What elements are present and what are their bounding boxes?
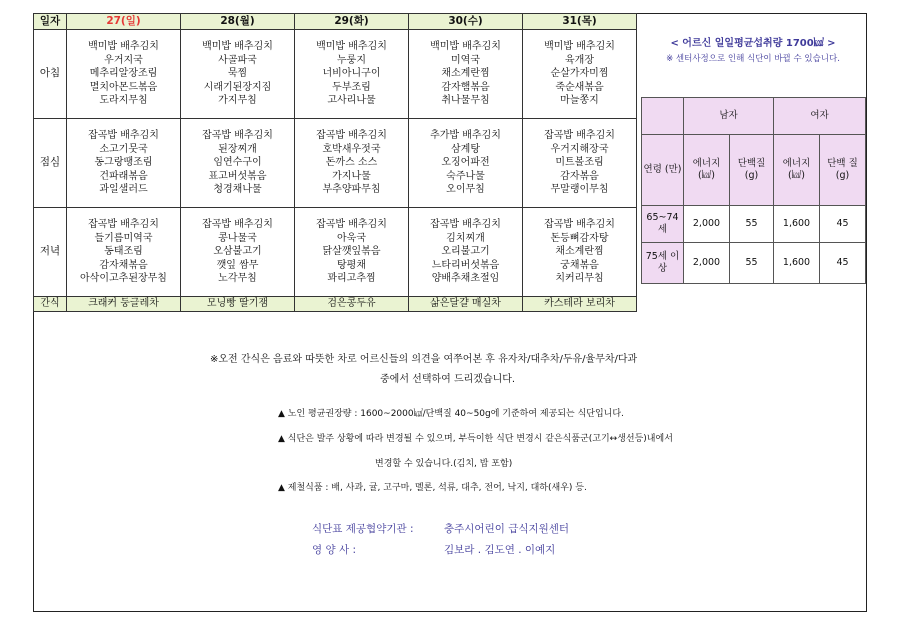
dish-item: 김치찌개 — [446, 232, 485, 244]
header-row — [34, 14, 637, 30]
dish-item: 채소계란찜 — [555, 246, 604, 258]
meal-label: 점심 — [34, 119, 67, 208]
dish-item: 너비아니구이 — [322, 68, 381, 80]
dish-item: 잡곡밥 배추김치 — [316, 130, 387, 142]
dish-item: 우거지국 — [104, 54, 143, 66]
provider-label: 식단표 제공협약기관 : — [312, 523, 414, 535]
meal-label: 아침 — [34, 30, 67, 119]
dish-item: 된장찌개 — [218, 143, 257, 155]
dish-item: 오삼불고기 — [213, 246, 262, 258]
snack-cell: 삶은달걀 매실차 — [409, 297, 523, 312]
dish-item: 가지무침 — [218, 95, 257, 107]
change-policy-note: ▲ 식단은 발주 상황에 따라 변경될 수 있으며, 부득이한 식단 변경시 같은식품군(고기↔생선등)내에서 — [278, 434, 673, 444]
dish-item: 잡곡밥 배추김치 — [202, 219, 273, 231]
value-cell: 2,000 — [684, 206, 730, 243]
dish-item: 감자햄볶음 — [441, 81, 490, 93]
snack-label: 간식 — [34, 297, 67, 312]
guideline-note: ▲ 노인 평균권장량 : 1600~2000㎉/단백질 40~50g에 기준하여 제공되는 식단입니다. — [278, 409, 624, 419]
dish-item: 백미밥 배추김치 — [88, 41, 159, 53]
meal-cell — [181, 119, 295, 208]
dish-item: 깻잎 쌈무 — [216, 259, 259, 271]
dish-item: 꽈리고추찜 — [327, 273, 376, 285]
age-cell: 75세 이상 — [642, 243, 684, 284]
dish-item: 표고버섯볶음 — [208, 170, 267, 182]
dish-item: 아삭이고추된장무침 — [80, 273, 167, 285]
dish-item: 도라지무침 — [99, 95, 148, 107]
dish-item: 숙주나물 — [446, 170, 485, 182]
snack-note-line1: ※오전 간식은 음료와 따뜻한 차로 어르신들의 의견을 여쭈어본 후 유자차/대추차/두유/율무차/다과 — [210, 354, 638, 365]
dish-item: 돈까스 소스 — [325, 157, 378, 169]
dish-item: 탕평채 — [337, 259, 366, 271]
dish-item: 잡곡밥 배추김치 — [202, 130, 273, 142]
dish-item: 잡곡밥 배추김치 — [430, 219, 501, 231]
meal-cell — [409, 30, 523, 119]
dish-item: 취나물무침 — [441, 95, 490, 107]
dish-item: 백미밥 배추김치 — [316, 41, 387, 53]
dish-item: 오이무침 — [446, 184, 485, 196]
snack-cell: 검은콩두유 — [295, 297, 409, 312]
meal-cell — [523, 119, 637, 208]
dish-item: 잡곡밥 배추김치 — [544, 219, 615, 231]
dish-item: 느타리버섯볶음 — [431, 259, 500, 271]
day-header: 29(화) — [295, 14, 409, 30]
dish-item: 소고기뭇국 — [99, 143, 148, 155]
dish-item: 돈등뼈감자탕 — [550, 232, 609, 244]
meal-cell — [295, 208, 409, 297]
dietitian-names: 김보라 . 김도연 . 이예지 — [444, 544, 556, 556]
meal-label: 저녁 — [34, 208, 67, 297]
date-header: 일자 — [34, 14, 67, 30]
dish-item: 백미밥 배추김치 — [202, 41, 273, 53]
dish-item: 동그랑땡조림 — [94, 157, 153, 169]
dish-item: 가지나물 — [332, 170, 371, 182]
dish-item: 사골파국 — [218, 54, 257, 66]
female-header: 여자 — [774, 98, 866, 135]
dish-item: 추가밥 배추김치 — [430, 130, 501, 142]
nutri-corner — [642, 98, 684, 135]
dish-item: 아욱국 — [337, 232, 366, 244]
dish-item: 닭살깻잎볶음 — [322, 246, 381, 258]
female-protein-header: 단백 질 (g) — [820, 135, 866, 206]
dish-item: 치커리무침 — [555, 273, 604, 285]
day-header-sun: 27(일) — [67, 14, 181, 30]
dish-item: 미역국 — [451, 54, 480, 66]
meal-cell — [409, 208, 523, 297]
day-header: 28(월) — [181, 14, 295, 30]
dish-item: 들기름미역국 — [94, 232, 153, 244]
snack-cell: 크래커 둥글레차 — [67, 297, 181, 312]
dish-item: 노각무침 — [218, 273, 257, 285]
dish-item: 궁채볶음 — [560, 259, 599, 271]
meal-cell — [295, 119, 409, 208]
nutrition-table — [641, 97, 866, 284]
meal-table — [33, 13, 637, 312]
dish-item: 부추양파무침 — [322, 184, 381, 196]
value-cell: 1,600 — [774, 243, 820, 284]
dish-item: 오징어파전 — [441, 157, 490, 169]
seasonal-food-note: ▲ 제철식품 : 배, 사과, 귤, 고구마, 멜론, 석류, 대추, 전어, 낙지, 대하(새우) 등. — [278, 483, 587, 493]
meal-row — [34, 208, 637, 297]
dish-item: 백미밥 배추김치 — [430, 41, 501, 53]
snack-row — [34, 297, 637, 312]
dish-item: 청경채나물 — [213, 184, 262, 196]
dish-item: 감자채볶음 — [99, 259, 148, 271]
dish-item: 누룽지 — [337, 54, 366, 66]
dish-item: 무말랭이무침 — [550, 184, 609, 196]
age-header: 연령 (만) — [642, 135, 684, 206]
dish-item: 고사리나물 — [327, 95, 376, 107]
value-cell: 1,600 — [774, 206, 820, 243]
dish-item: 죽순새볶음 — [555, 81, 604, 93]
dish-item: 콩나물국 — [218, 232, 257, 244]
dish-item: 양배추채초절임 — [431, 273, 500, 285]
dish-item: 삼계탕 — [451, 143, 480, 155]
dish-item: 건파래볶음 — [99, 170, 148, 182]
female-energy-header: 에너지 (㎉) — [774, 135, 820, 206]
dish-item: 메추리알장조림 — [89, 68, 158, 80]
meal-cell — [523, 30, 637, 119]
value-cell: 45 — [820, 243, 866, 284]
meal-cell — [409, 119, 523, 208]
value-cell: 55 — [730, 243, 774, 284]
dish-item: 잡곡밥 배추김치 — [544, 130, 615, 142]
dish-item: 호박새우젓국 — [322, 143, 381, 155]
change-notice: ※ 센터사정으로 인해 식단이 바뀔 수 있습니다. — [666, 54, 840, 64]
change-policy-note-2: 변경할 수 있습니다.(김치, 밥 포함) — [375, 459, 513, 469]
provider-name: 충주시어린이 급식지원센터 — [444, 523, 570, 535]
intake-title: < 어르신 일일평균섭취량 1700㎉ > — [670, 38, 836, 49]
dish-item: 시래기된장지짐 — [203, 81, 272, 93]
dish-item: 순살가자미찜 — [550, 68, 609, 80]
meal-cell — [67, 30, 181, 119]
dish-item: 임연수구이 — [213, 157, 262, 169]
value-cell: 2,000 — [684, 243, 730, 284]
male-protein-header: 단백질 (g) — [730, 135, 774, 206]
nutri-row — [642, 206, 866, 243]
dish-item: 잡곡밥 배추김치 — [88, 219, 159, 231]
meal-row — [34, 119, 637, 208]
nutri-row — [642, 243, 866, 284]
dish-item: 동태조림 — [104, 246, 143, 258]
day-header: 30(수) — [409, 14, 523, 30]
snack-cell: 카스테라 보리차 — [523, 297, 637, 312]
meal-cell — [181, 208, 295, 297]
dish-item: 잡곡밥 배추김치 — [316, 219, 387, 231]
dish-item: 미트볼조림 — [555, 157, 604, 169]
dish-item: 감자볶음 — [560, 170, 599, 182]
age-cell: 65~74 세 — [642, 206, 684, 243]
dish-item: 잡곡밥 배추김치 — [88, 130, 159, 142]
male-header: 남자 — [684, 98, 774, 135]
dish-item: 채소계란찜 — [441, 68, 490, 80]
dish-item: 육개장 — [565, 54, 594, 66]
dish-item: 멸치아몬드볶음 — [89, 81, 158, 93]
meal-row — [34, 30, 637, 119]
male-energy-header: 에너지 (㎉) — [684, 135, 730, 206]
snack-note-line2: 중에서 선택하여 드리겠습니다. — [380, 374, 516, 385]
dish-item: 과일샐러드 — [99, 184, 148, 196]
value-cell: 45 — [820, 206, 866, 243]
dish-item: 마늘쫑지 — [560, 95, 599, 107]
day-header: 31(목) — [523, 14, 637, 30]
meal-cell — [295, 30, 409, 119]
meal-cell — [67, 119, 181, 208]
meal-cell — [181, 30, 295, 119]
dish-item: 오리불고기 — [441, 246, 490, 258]
dish-item: 두부조림 — [332, 81, 371, 93]
meal-cell — [67, 208, 181, 297]
snack-cell: 모닝빵 딸기잼 — [181, 297, 295, 312]
dish-item: 우거지해장국 — [550, 143, 609, 155]
dish-item: 묵찜 — [227, 68, 248, 80]
value-cell: 55 — [730, 206, 774, 243]
dish-item: 백미밥 배추김치 — [544, 41, 615, 53]
meal-cell — [523, 208, 637, 297]
dietitian-label: 영 양 사 : — [312, 544, 356, 556]
